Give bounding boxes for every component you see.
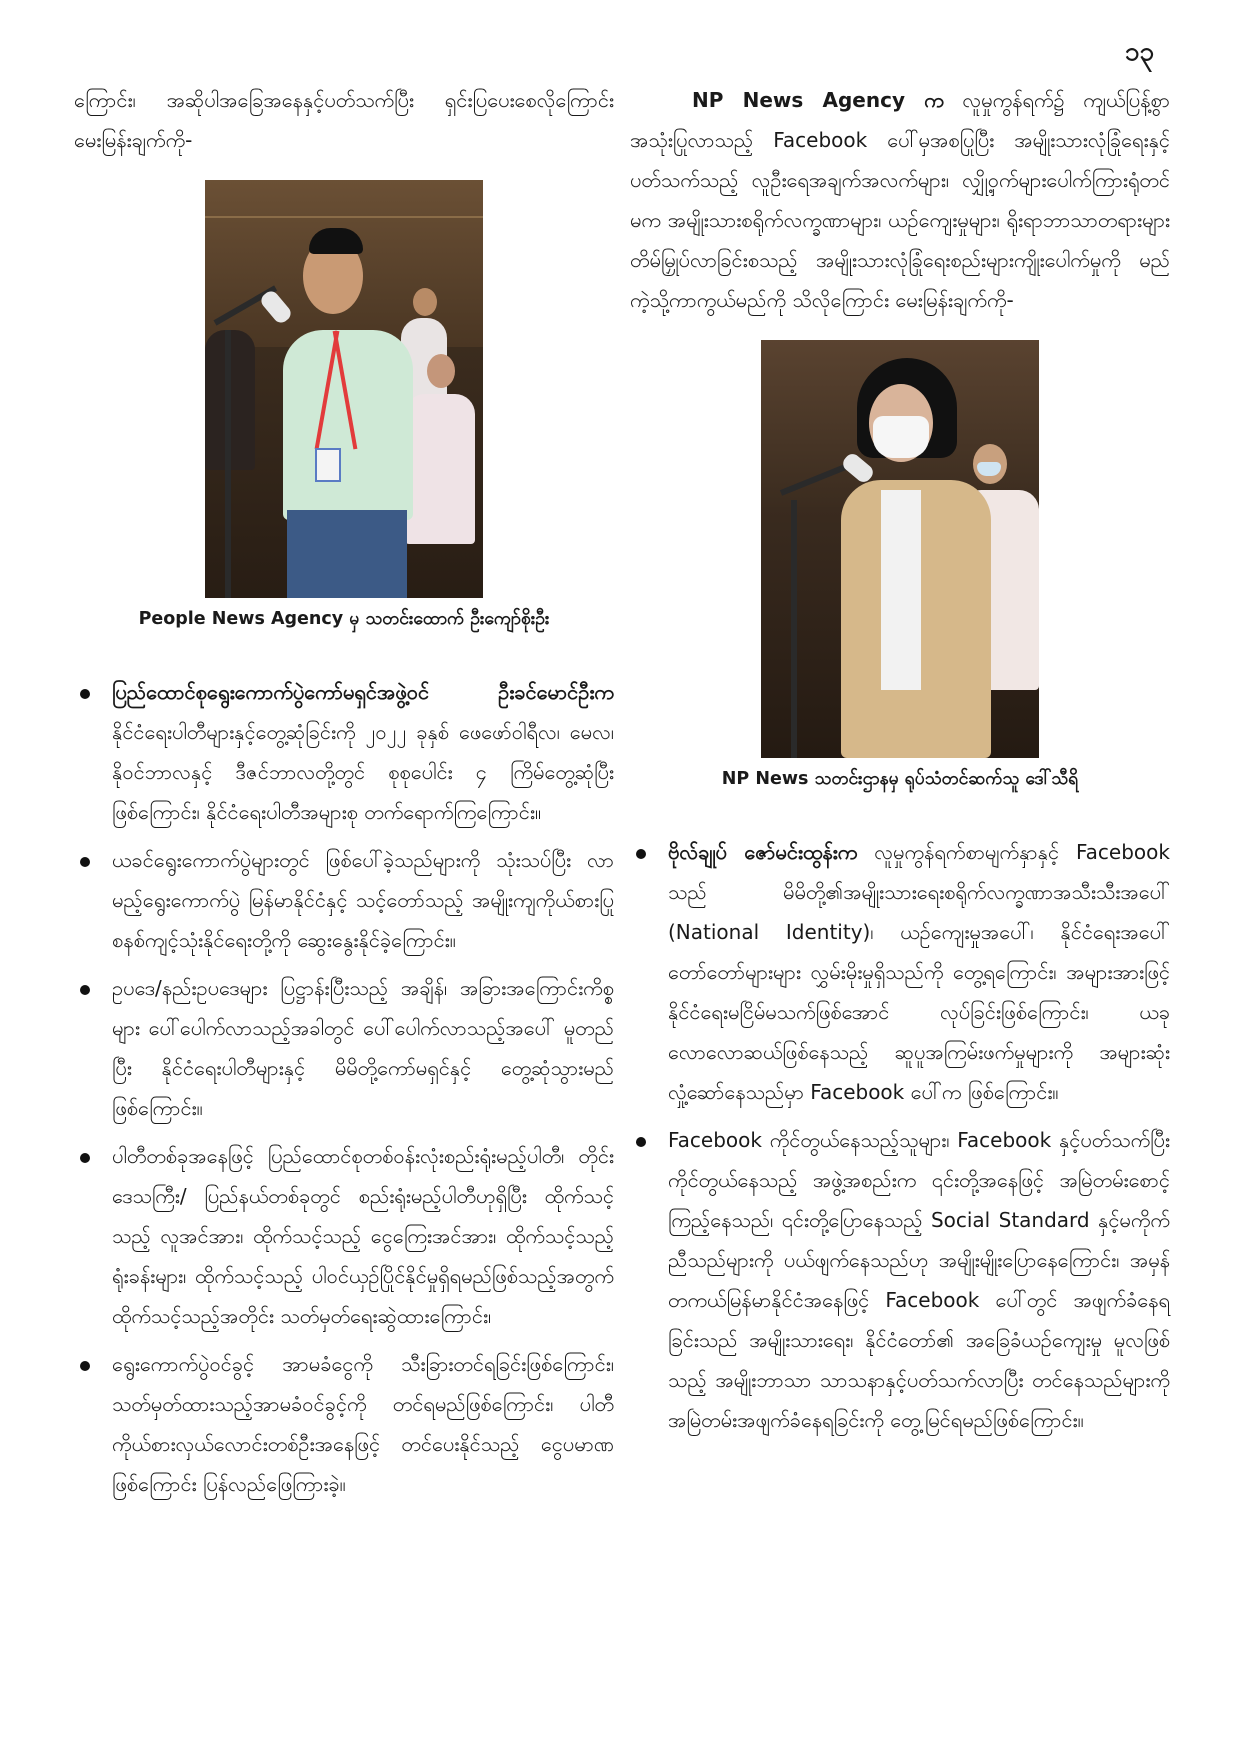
speaker-name: ဗိုလ်ချုပ် ဇော်မင်းထွန်းက xyxy=(668,840,858,864)
bullet-icon xyxy=(80,1361,90,1371)
bullet-text: ဥပဒေ/နည်းဥပဒေများ ပြဋ္ဌာန်းပြီးသည့် အချိန်၊ အခြားအကြောင်းကိစ္စများ ပေါ်ပေါက်လာသည့်အခါတွင် ပေါ်ပေါက်လာသည့်အပေါ် မူတည်ပြီး နိုင်ငံရေးပါတီများနှင့် မိမိတို့ကော်မရှင်နှင့် တွေ့ဆုံသွားမည်ဖြစ်ကြောင်း။ xyxy=(112,976,614,1120)
list-item xyxy=(74,968,614,1128)
right-photo-caption: NP News သတင်းဌာနမှ ရုပ်သံတင်ဆက်သူ ဒေါ်သီရိ xyxy=(721,769,1079,789)
right-bullet-list xyxy=(630,832,1170,1440)
presenter-photo xyxy=(761,340,1039,758)
bullet-text: နိုင်ငံရေးပါတီများနှင့်တွေ့ဆုံခြင်းကို ၂၀၂၂ ခုနှစ် ဖေဖော်ဝါရီလ၊ မေလ၊ နိုဝင်ဘာလနှင့် ဒီဇင်ဘာလတို့တွင် စုစုပေါင်း ၄ ကြိမ်တွေ့ဆုံပြီးဖြစ်ကြောင်း၊ နိုင်ငံရေးပါတီအများစု တက်ရောက်ကြကြောင်း။ xyxy=(112,720,614,824)
list-item xyxy=(74,1136,614,1336)
bullet-text: Facebook ကိုင်တွယ်နေသည့်သူများ၊ Facebook နှင့်ပတ်သက်ပြီး ကိုင်တွယ်နေသည့် အဖွဲ့အစည်းက ၎င်းတို့အနေဖြင့် အမြဲတမ်းစောင့်ကြည့်နေသည်၊ ၎င်းတို့ပြောနေသည့် Social Standard နှင့်မကိုက်ညီသည်များကို ပယ်ဖျက်နေသည်ဟု အမျိုးမျိုးပြောနေကြောင်း၊ အမှန်တကယ်မြန်မာနိုင်ငံအနေဖြင့် Facebook ပေါ်တွင် အဖျက်ခံနေရခြင်းသည် အမျိုးသားရေး၊ နိုင်ငံတော်၏ အခြေခံယဉ်ကျေးမှု မူလဖြစ်သည့် အမျိုးဘာသာ သာသနာနှင့်ပတ်သက်လာပြီး တင်နေသည်များကို အမြဲတမ်းအဖျက်ခံနေရခြင်းကို တွေ့မြင်ရမည်ဖြစ်ကြောင်း။ xyxy=(668,1128,1170,1432)
bullet-icon xyxy=(636,1137,646,1147)
speaker-name: ပြည်ထောင်စုရွေးကောက်ပွဲကော်မရှင်အဖွဲ့ဝင် ဦးခင်မောင်ဦးက xyxy=(112,680,614,704)
list-item xyxy=(74,1344,614,1504)
bullet-icon xyxy=(636,849,646,859)
left-column xyxy=(74,80,614,1512)
reporter-photo xyxy=(205,180,483,598)
list-item xyxy=(74,840,614,960)
right-intro-text xyxy=(630,80,1170,320)
page-number: ၁၃ xyxy=(1124,37,1154,67)
left-bullet-list xyxy=(74,672,614,1504)
list-item xyxy=(74,672,614,832)
left-photo-figure xyxy=(74,180,614,636)
right-photo-figure xyxy=(630,340,1170,796)
question-text: လူမှုကွန်ရက်၌ ကျယ်ပြန့်စွာ အသုံးပြုလာသည့် Facebook ပေါ်မှအစပြုပြီး အမျိုးသားလုံခြုံရေးနှင့်ပတ်သက်သည့် လူဦးရေအချက်အလက်များ၊ လျှို့ဝှက်များပေါက်ကြားရုံတင်မက အမျိုးသားစရိုက်လက္ခဏာများ၊ ယဉ်ကျေးမှုများ၊ ရိုးရာဘာသာတရားများ တိမ်မြှုပ်လာခြင်းစသည့် အမျိုးသားလုံခြုံရေးစည်းများကျိုးပေါက်မှုကို မည်ကဲ့သို့ကာကွယ်မည်ကို သိလိုကြောင်း မေးမြန်းချက်ကို- xyxy=(630,88,1171,312)
bullet-icon xyxy=(80,689,90,699)
bullet-text: လူမှုကွန်ရက်စာမျက်နှာနှင့် Facebook သည် မိမိတို့၏အမျိုးသားရေးစရိုက်လက္ခဏာအသီးသီးအပေါ် (National Identity)၊ ယဉ်ကျေးမှုအပေါ်၊ နိုင်ငံရေးအပေါ် တော်တော်များများ လွှမ်းမိုးမှုရှိသည်ကို တွေ့ရကြောင်း၊ အများအားဖြင့် နိုင်ငံရေးမငြိမ်မသက်ဖြစ်အောင် လုပ်ခြင်းဖြစ်ကြောင်း၊ ယခုလောလောဆယ်ဖြစ်နေသည့် ဆူပူအကြမ်းဖက်မှုများကို အများဆုံး လှုံ့ဆော်နေသည်မှာ Facebook ပေါ်က ဖြစ်ကြောင်း။ xyxy=(668,840,1170,1104)
bullet-text: ရွေးကောက်ပွဲဝင်ခွင့် အာမခံငွေကို သီးခြားတင်ရခြင်းဖြစ်ကြောင်း၊ သတ်မှတ်ထားသည့်အာမခံဝင်ခွင့်ကို တင်ရမည်ဖြစ်ကြောင်း၊ ပါတီကိုယ်စားလှယ်လောင်းတစ်ဦးအနေဖြင့် တင်ပေးနိုင်သည့် ငွေပမာဏဖြစ်ကြောင်း ပြန်လည်ဖြေကြားခဲ့။ xyxy=(112,1352,614,1496)
questioner-name: NP News Agency က xyxy=(692,88,944,112)
list-item xyxy=(630,832,1170,1112)
left-intro-text: ကြောင်း၊ အဆိုပါအခြေအနေနှင့်ပတ်သက်ပြီး ရှင်းပြပေးစေလိုကြောင်း မေးမြန်းချက်ကို- xyxy=(74,88,614,152)
right-column xyxy=(630,80,1170,1448)
bullet-icon xyxy=(80,985,90,995)
bullet-text: ယခင်ရွေးကောက်ပွဲများတွင် ဖြစ်ပေါ်ခဲ့သည်များကို သုံးသပ်ပြီး လာမည့်ရွေးကောက်ပွဲ မြန်မာနိုင်ငံနှင့် သင့်တော်သည့် အမျိုးကျကိုယ်စားပြုစနစ်ကျင့်သုံးနိုင်ရေးတို့ကို ဆွေးနွေးနိုင်ခဲ့ကြောင်း။ xyxy=(112,848,614,952)
bullet-icon xyxy=(80,857,90,867)
bullet-icon xyxy=(80,1153,90,1163)
bullet-text: ပါတီတစ်ခုအနေဖြင့် ပြည်ထောင်စုတစ်ဝန်းလုံးစည်းရုံးမည့်ပါတီ၊ တိုင်းဒေသကြီး/ ပြည်နယ်တစ်ခုတွင် စည်းရုံးမည့်ပါတီဟုရှိပြီး ထိုက်သင့်သည့် လူအင်အား၊ ထိုက်သင့်သည့် ငွေကြေးအင်အား၊ ထိုက်သင့်သည့် ရုံးခန်းများ၊ ထိုက်သင့်သည့် ပါဝင်ယှဉ်ပြိုင်နိုင်မှုရှိရမည်ဖြစ်သည့်အတွက် ထိုက်သင့်သည့်အတိုင်း သတ်မှတ်ရေးဆွဲထားကြောင်း၊ xyxy=(112,1144,614,1328)
left-photo-caption: People News Agency မှ သတင်းထောက် ဦးကျော်စိုးဦး xyxy=(138,609,550,629)
list-item xyxy=(630,1120,1170,1440)
